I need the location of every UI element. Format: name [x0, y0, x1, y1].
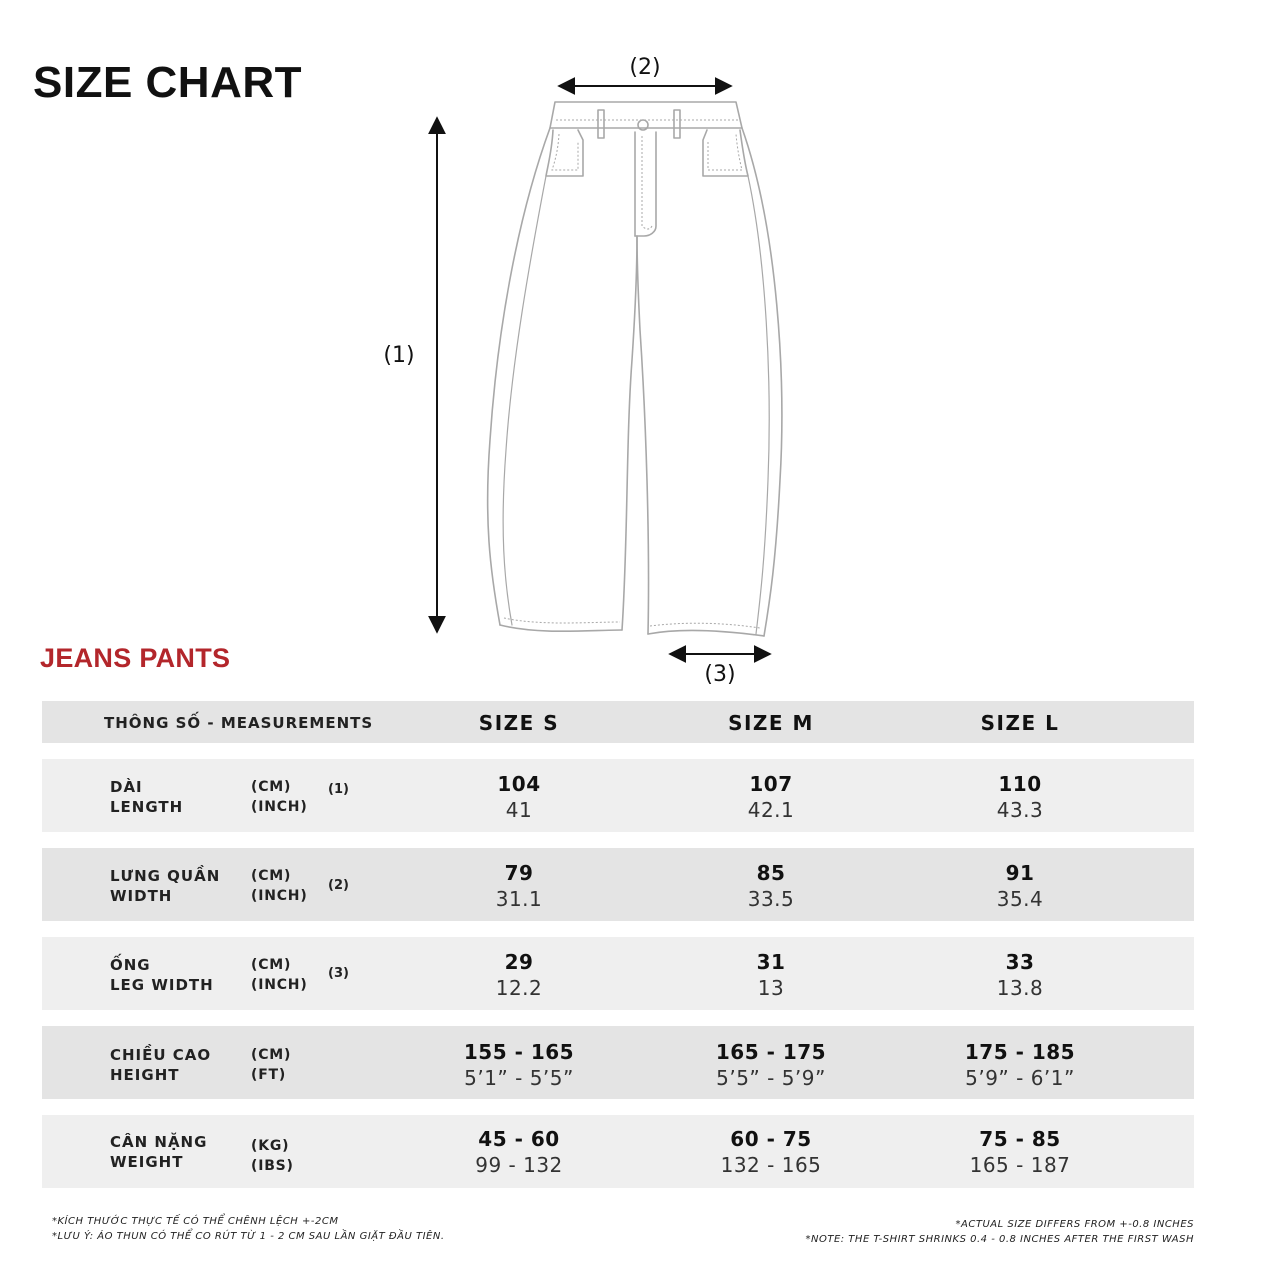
leg-label: (3) [704, 662, 736, 687]
value-size-s: 104 41 [497, 772, 541, 822]
note-vi-line-2: *LƯU Ý: ÁO THUN CÓ THỂ CO RÚT TỪ 1 - 2 CM SAU LẦN GIẶT ĐẦU TIÊN. [52, 1231, 445, 1242]
row-label-vi: CHIỀU CAO [110, 1046, 212, 1064]
row-index: (1) [328, 782, 349, 797]
note-vi [52, 1214, 445, 1244]
waist-label: (2) [629, 55, 661, 80]
table-row [42, 848, 1194, 921]
value-size-m: 165 - 175 5’5” - 5’9” [715, 1040, 827, 1090]
row-unit-sub: (INCH) [251, 888, 308, 904]
row-label-en: HEIGHT [110, 1066, 180, 1084]
row-unit-main: (CM) [251, 868, 292, 884]
value-size-s: 45 - 60 99 - 132 [475, 1127, 563, 1177]
value-size-l: 75 - 85 165 - 187 [969, 1127, 1071, 1177]
value-size-l: 33 13.8 [996, 950, 1044, 1000]
value-size-m: 60 - 75 132 - 165 [720, 1127, 822, 1177]
product-subtitle: JEANS PANTS [40, 643, 231, 673]
page-title: SIZE CHART [33, 58, 302, 107]
value-size-l: 91 35.4 [996, 861, 1044, 911]
row-label-vi: ỐNG [110, 956, 151, 974]
value-size-l: 175 - 185 5’9” - 6’1” [964, 1040, 1076, 1090]
row-unit-sub: (INCH) [251, 977, 308, 993]
length-label: (1) [383, 343, 415, 368]
value-size-s: 155 - 165 5’1” - 5’5” [463, 1040, 575, 1090]
row-unit-main: (KG) [251, 1138, 290, 1154]
table-row [42, 1026, 1194, 1099]
value-size-m: 85 33.5 [747, 861, 795, 911]
table-header [42, 701, 1194, 743]
table-row [42, 759, 1194, 832]
row-index: (2) [328, 878, 349, 893]
value-size-s: 79 31.1 [495, 861, 543, 911]
header-size-s: SIZE S [478, 711, 560, 735]
note-vi-line-1: *KÍCH THƯỚC THỰC TẾ CÓ THỂ CHÊNH LỆCH +-2CM [52, 1216, 339, 1227]
value-size-s: 29 12.2 [495, 950, 543, 1000]
row-unit-sub: (IBS) [251, 1158, 294, 1174]
note-en [805, 1217, 1194, 1247]
value-size-m: 107 42.1 [747, 772, 795, 822]
row-unit-sub: (INCH) [251, 799, 308, 815]
row-label-en: WIDTH [110, 887, 173, 905]
row-index: (3) [328, 966, 349, 981]
note-en-line-1: *ACTUAL SIZE DIFFERS FROM +-0.8 INCHES [955, 1219, 1194, 1230]
value-size-l: 110 43.3 [996, 772, 1044, 822]
note-en-line-2: *NOTE: THE T-SHIRT SHRINKS 0.4 - 0.8 INCHES AFTER THE FIRST WASH [805, 1234, 1194, 1245]
header-measurements: THÔNG SỐ - MEASUREMENTS [104, 714, 374, 732]
row-label-vi: LƯNG QUẦN [110, 867, 221, 885]
header-size-m: SIZE M [728, 711, 814, 735]
row-label-en: LEG WIDTH [110, 976, 214, 994]
row-unit-main: (CM) [251, 957, 292, 973]
row-label-vi: DÀI [110, 778, 143, 796]
row-label-vi: CÂN NẶNG [110, 1133, 208, 1151]
row-label-en: WEIGHT [110, 1153, 184, 1171]
row-unit-main: (CM) [251, 1047, 292, 1063]
row-unit-main: (CM) [251, 779, 292, 795]
table-row [42, 937, 1194, 1010]
table-row [42, 1115, 1194, 1188]
value-size-m: 31 13 [756, 950, 786, 1000]
header-size-l: SIZE L [980, 711, 1060, 735]
row-unit-sub: (FT) [251, 1067, 287, 1083]
row-label-en: LENGTH [110, 798, 184, 816]
jeans-outline [488, 102, 782, 636]
